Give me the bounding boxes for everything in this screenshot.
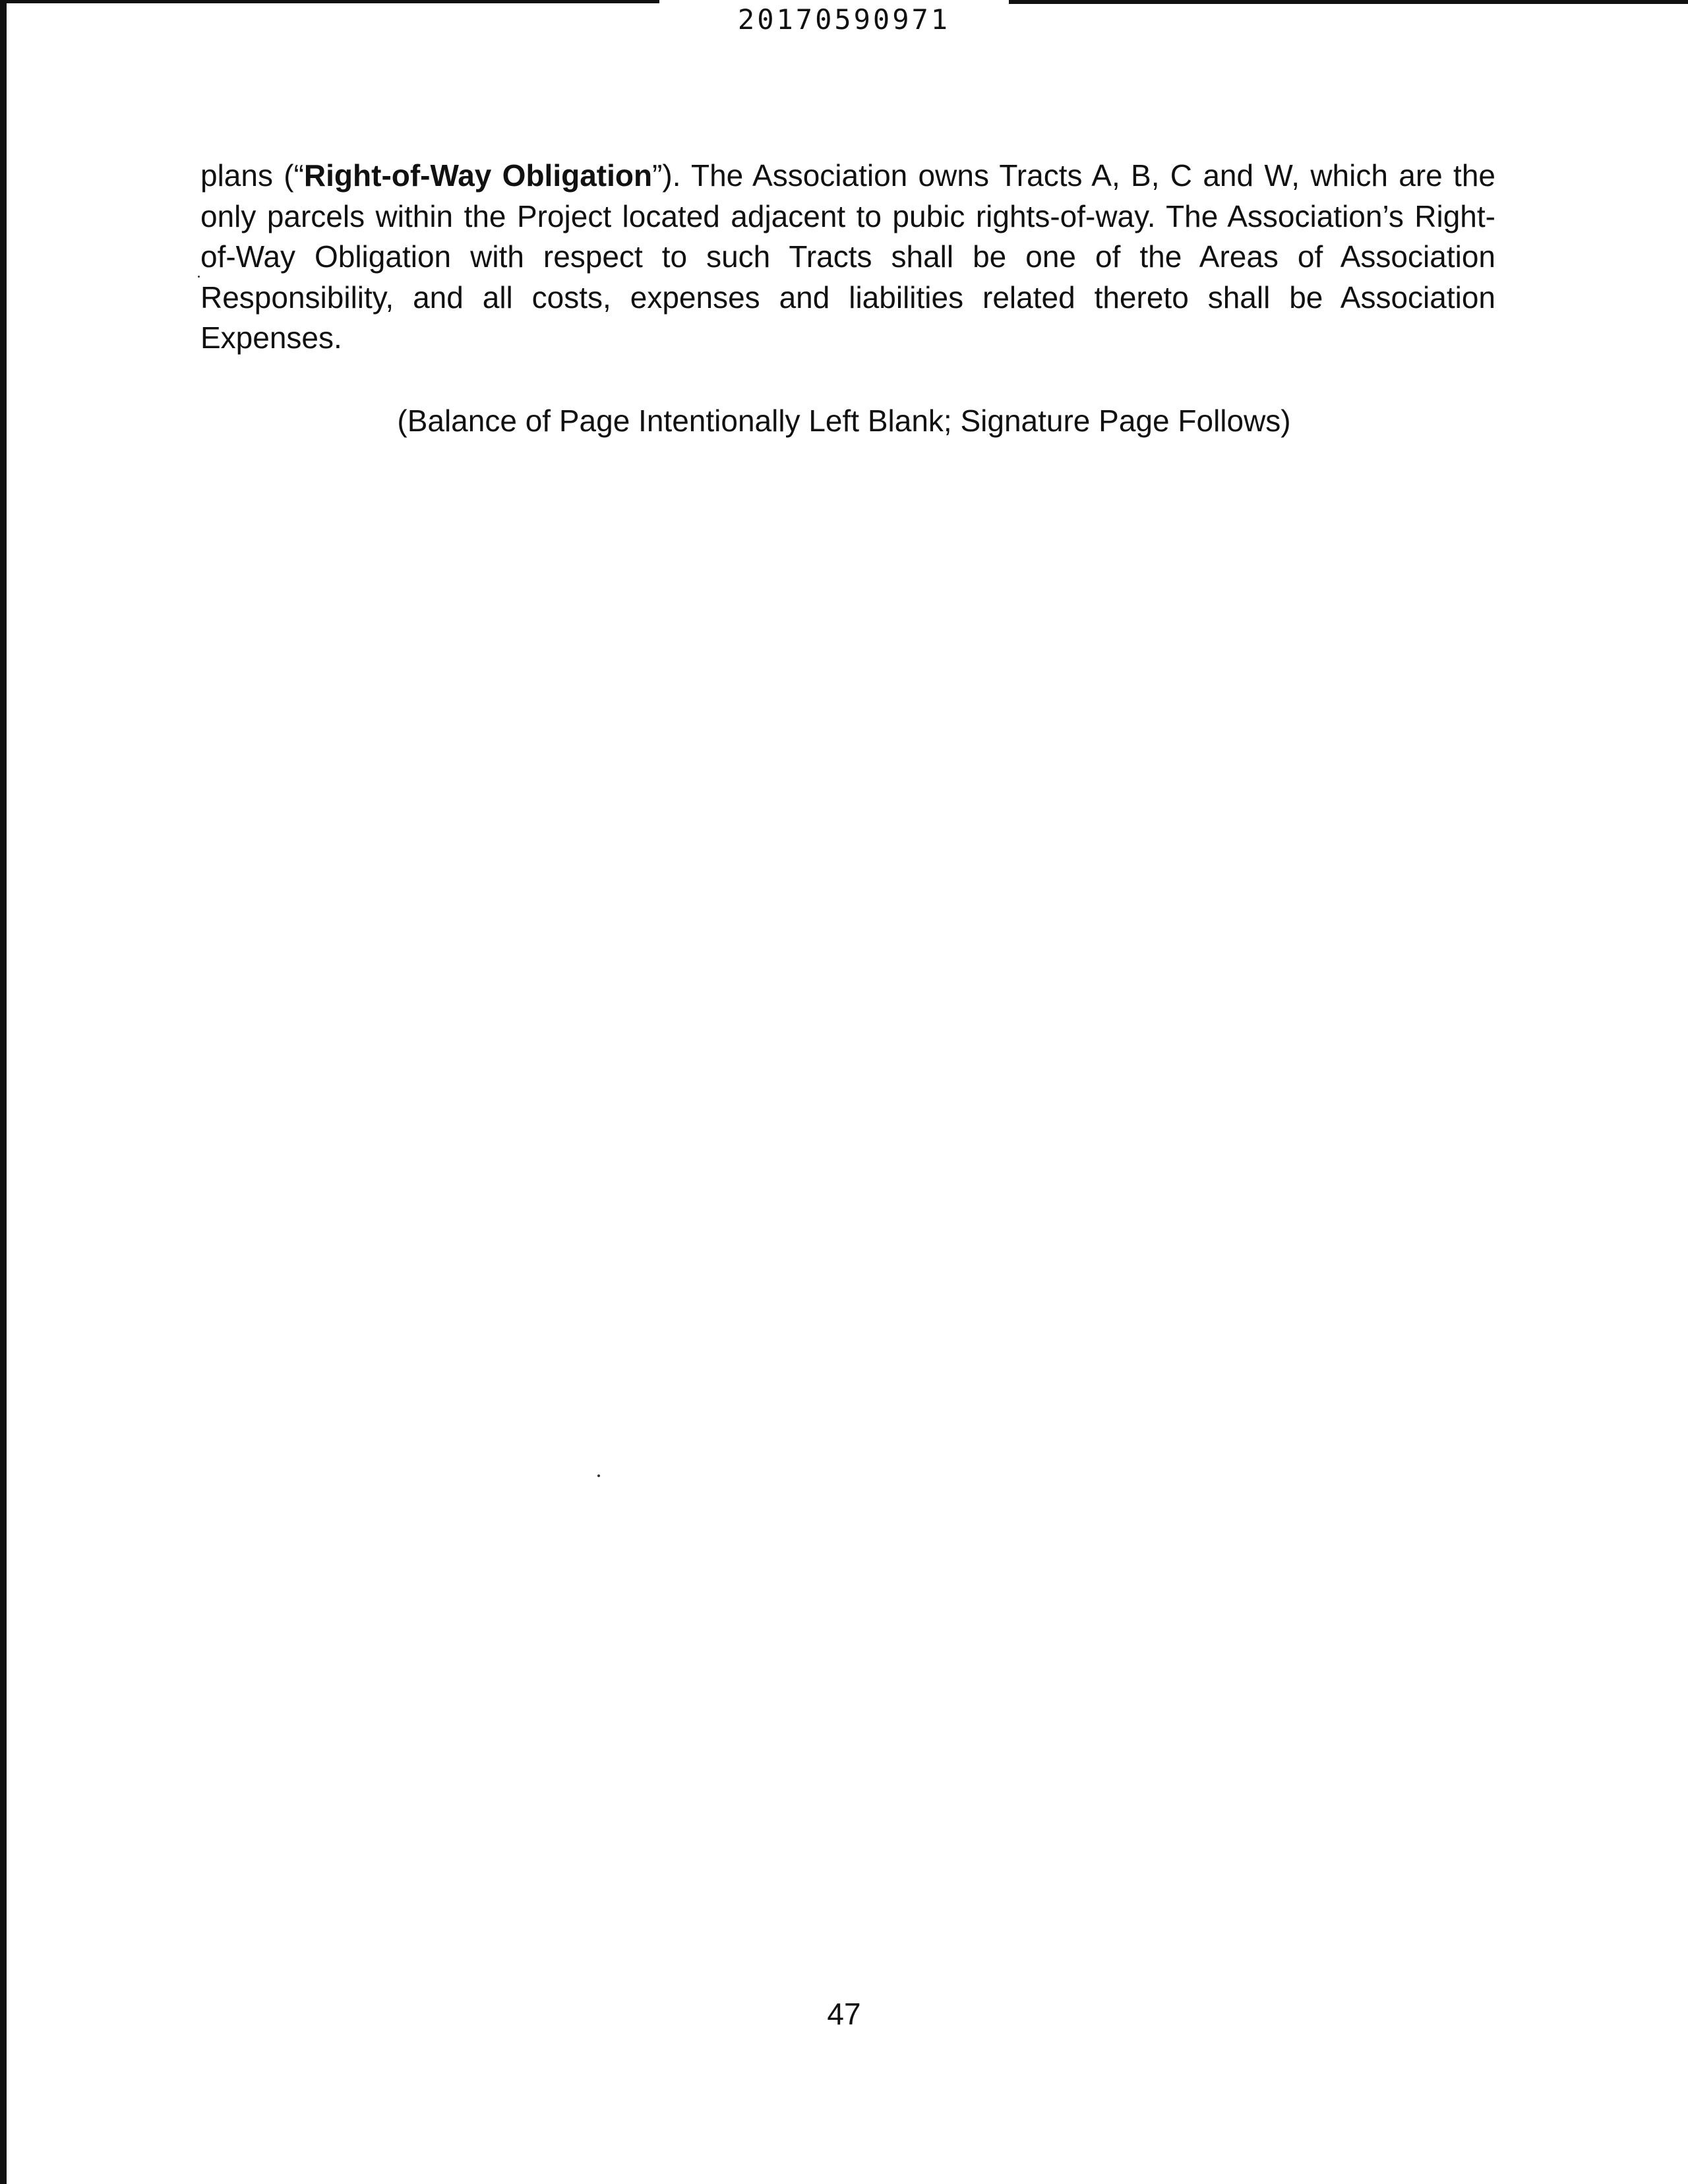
- body-paragraph: [200, 156, 1495, 359]
- defined-term: Right-of-Way Obligation: [303, 158, 653, 193]
- page-number: 47: [827, 1997, 861, 2031]
- blank-page-notice: (Balance of Page Intentionally Left Blank; Signature Page Follows): [397, 404, 1291, 438]
- paragraph-prefix: plans (“: [200, 158, 304, 193]
- document-number: 20170590971: [737, 3, 951, 36]
- paragraph-right-of-way: [200, 156, 1495, 359]
- scan-speck: [198, 276, 200, 278]
- paragraph-suffix: ”). The Association owns Tracts A, B, C and W, which are the only parcels within the Project located adjacent to pubic rights-of-way. The Association’s Right-of-Way Obligation with respect to such Tracts shall be one of the Areas of Association Responsibility, and all costs, expenses and liabilities related thereto shall be Association Expenses.: [200, 158, 1495, 355]
- scan-speck: [597, 1474, 600, 1477]
- scan-edge-left: [0, 0, 7, 2184]
